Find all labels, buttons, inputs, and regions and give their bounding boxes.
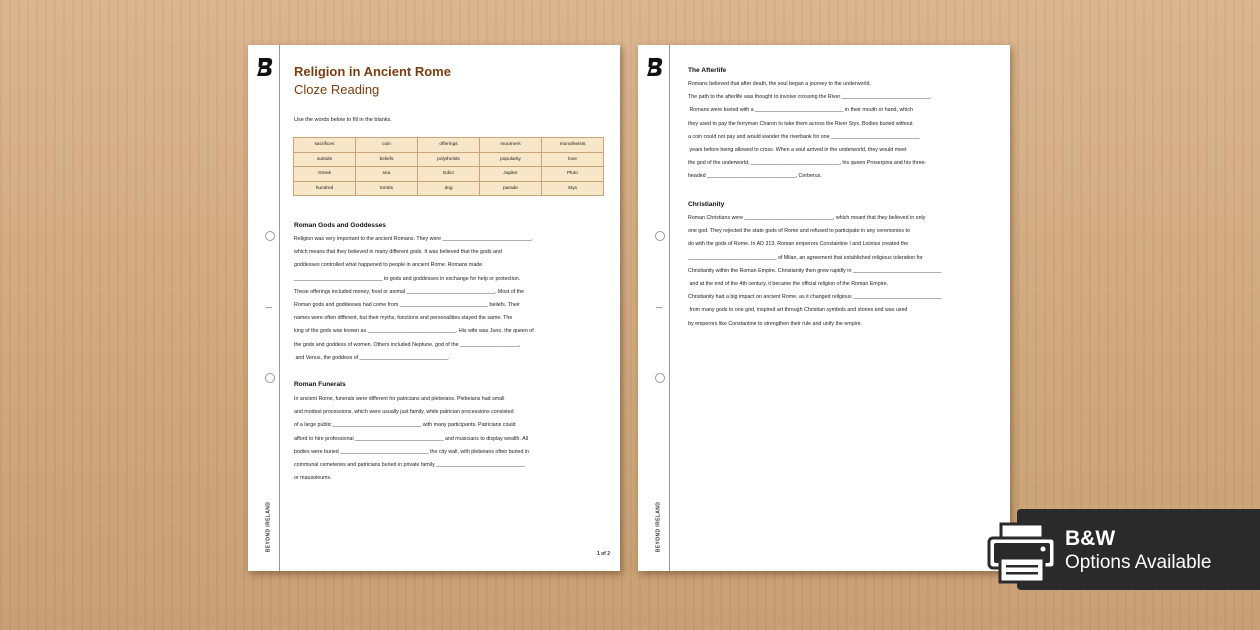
word-bank-row bbox=[294, 152, 604, 167]
word-bank-cell: Pluto bbox=[542, 167, 604, 182]
text-line: or mausoleums. bbox=[294, 475, 332, 482]
text-line: a coin could not pay and would wander the riverbank for one ______________________________ bbox=[688, 133, 920, 140]
word-bank-cell: mourners bbox=[480, 138, 542, 153]
text-line: Roman gods and goddesses had come from ______________________________ beliefs. Their bbox=[294, 302, 520, 309]
word-bank-cell: beliefs bbox=[356, 152, 418, 167]
text-line: the god of the underworld, ______________________________, his queen Proserpina and his three- bbox=[688, 160, 927, 167]
word-bank-cell: Greek bbox=[294, 167, 356, 182]
text-line: of a large public ______________________________ with many participants. Patricians could bbox=[294, 422, 516, 429]
word-bank-cell: offerings bbox=[418, 138, 480, 153]
text-line: years before being allowed to cross. When a soul arrived in the underworld, they would meet bbox=[688, 147, 907, 154]
worksheet-page-2 bbox=[638, 45, 1010, 571]
text-line: one god. They rejected the state gods of Rome and refused to participate in any ceremonies to bbox=[688, 228, 910, 235]
word-bank-cell: dog bbox=[418, 181, 480, 196]
fold-mark bbox=[656, 307, 662, 308]
word-bank-row bbox=[294, 167, 604, 182]
word-bank-cell: Styx bbox=[542, 181, 604, 196]
section-paragraph bbox=[294, 393, 606, 485]
word-bank-cell: Edict bbox=[418, 167, 480, 182]
word-bank-cell: outside bbox=[294, 152, 356, 167]
word-bank-row bbox=[294, 181, 604, 196]
badge-title: B&W bbox=[1065, 527, 1116, 550]
text-line: and Venus, the goddess of ______________________________. bbox=[294, 354, 450, 361]
word-bank-cell: hundred bbox=[294, 181, 356, 196]
brand-label: BEYOND IRELAND bbox=[655, 501, 662, 553]
text-line: afford to hire professional ______________________________ and musicians to display wealth. All bbox=[294, 435, 529, 442]
brand-logo-icon bbox=[646, 57, 664, 77]
text-line: goddesses controlled what happened to people in ancient Rome. Romans made bbox=[294, 262, 483, 269]
text-line: and modest processions, which were usually just family, while patrician processions consisted bbox=[294, 409, 514, 416]
text-line: which means that they believed in many different gods. It was believed that the gods and bbox=[294, 249, 502, 256]
worksheet-title: Religion in Ancient Rome bbox=[294, 64, 451, 79]
text-line: Christianity within the Roman Empire. Christianity then grew rapidly in ______________________________ bbox=[688, 267, 942, 274]
text-line: ______________________________ to gods and goddesses in exchange for help or protection. bbox=[294, 275, 521, 282]
word-bank-cell: coin bbox=[356, 138, 418, 153]
brand-logo-icon bbox=[256, 57, 274, 77]
text-line: do with the gods of Rome. In AD 313, Roman emperors Constantine I and Licinius created the bbox=[688, 241, 909, 248]
text-line: bodies were buried ______________________________ the city wall, with plebeians often buried in bbox=[294, 448, 530, 455]
text-line: Christianity had a big impact on ancient Rome, as it changed religious ______________________________ bbox=[688, 294, 942, 301]
text-line: Roman Christians were ______________________________, which meant that they believed in only bbox=[688, 215, 926, 221]
text-line: names were often different, but their myths, functions and personalities stayed the same. The bbox=[294, 315, 513, 322]
text-line: Romans believed that after death, the soul began a journey to the underworld. bbox=[688, 81, 871, 87]
binder-hole bbox=[655, 231, 665, 241]
section-heading: The Afterlife bbox=[688, 67, 727, 74]
binder-hole bbox=[265, 231, 275, 241]
word-bank-table bbox=[293, 137, 604, 196]
text-line: king of the gods was known as ______________________________. His wife was Juno, the queen of bbox=[294, 328, 534, 335]
page-number: 1 of 2 bbox=[596, 551, 610, 557]
word-bank-row bbox=[294, 138, 604, 153]
word-bank-cell: parade bbox=[480, 181, 542, 196]
text-line: by emperors like Constantine to strengthen their rule and unify the empire. bbox=[688, 320, 863, 327]
text-line: from many gods to one god, inspired art through Christian symbols and stories and was used bbox=[688, 307, 908, 314]
text-line: communal cemeteries and patricians buried in private family ______________________________ bbox=[294, 462, 525, 469]
word-bank-cell: sacrifices bbox=[294, 138, 356, 153]
margin-line bbox=[669, 45, 670, 571]
binder-hole bbox=[655, 373, 665, 383]
bw-options-badge bbox=[1017, 509, 1260, 590]
text-line: Romans were buried with a ______________________________ in their mouth or hand, which bbox=[688, 107, 913, 114]
word-bank-cell: polytheists bbox=[418, 152, 480, 167]
printer-icon bbox=[985, 522, 1059, 584]
margin-line bbox=[279, 45, 280, 571]
fold-mark bbox=[266, 307, 272, 308]
text-line: they used to pay the ferryman Charon to take them across the River Styx. Bodies buried without bbox=[688, 120, 913, 127]
brand-label: BEYOND IRELAND bbox=[265, 501, 272, 553]
word-bank-cell: Jupiter bbox=[480, 167, 542, 182]
text-line: In ancient Rome, funerals were different for patricians and plebeians. Plebeians had small bbox=[294, 396, 505, 402]
worksheet-subtitle: Cloze Reading bbox=[294, 82, 380, 97]
section-heading: Roman Gods and Goddesses bbox=[294, 222, 386, 229]
text-line: These offerings included money, food or animal ______________________________. Most of the bbox=[294, 288, 525, 295]
text-line: The path to the afterlife was thought to involve crossing the River ______________________________. bbox=[688, 94, 932, 101]
instructions: Use the words below to fill in the blanks. bbox=[294, 117, 392, 123]
binder-hole bbox=[265, 373, 275, 383]
word-bank-cell: tombs bbox=[356, 181, 418, 196]
section-paragraph bbox=[688, 212, 1000, 331]
section-paragraph bbox=[688, 78, 1000, 184]
text-line: ______________________________ of Milan, an agreement that established religious toleration for bbox=[688, 254, 923, 261]
text-line: headed ______________________________, Cerberus. bbox=[688, 173, 822, 180]
text-line: the gods and goddess of women. Others included Neptune, god of the ____________________, bbox=[294, 341, 521, 348]
text-line: and at the end of the 4th century, it became the official religion of the Roman Empire. bbox=[688, 281, 889, 288]
section-heading: Christianity bbox=[688, 201, 725, 208]
word-bank-cell: sea bbox=[356, 167, 418, 182]
word-bank-cell: love bbox=[542, 152, 604, 167]
word-bank-cell: monotheists bbox=[542, 138, 604, 153]
section-paragraph bbox=[294, 233, 606, 365]
worksheet-page-1 bbox=[248, 45, 620, 571]
word-bank-cell: popularity bbox=[480, 152, 542, 167]
badge-subtitle: Options Available bbox=[1065, 552, 1212, 573]
section-heading: Roman Funerals bbox=[294, 381, 346, 388]
text-line: Religion was very important to the ancient Romans. They were ______________________________, bbox=[294, 236, 533, 242]
